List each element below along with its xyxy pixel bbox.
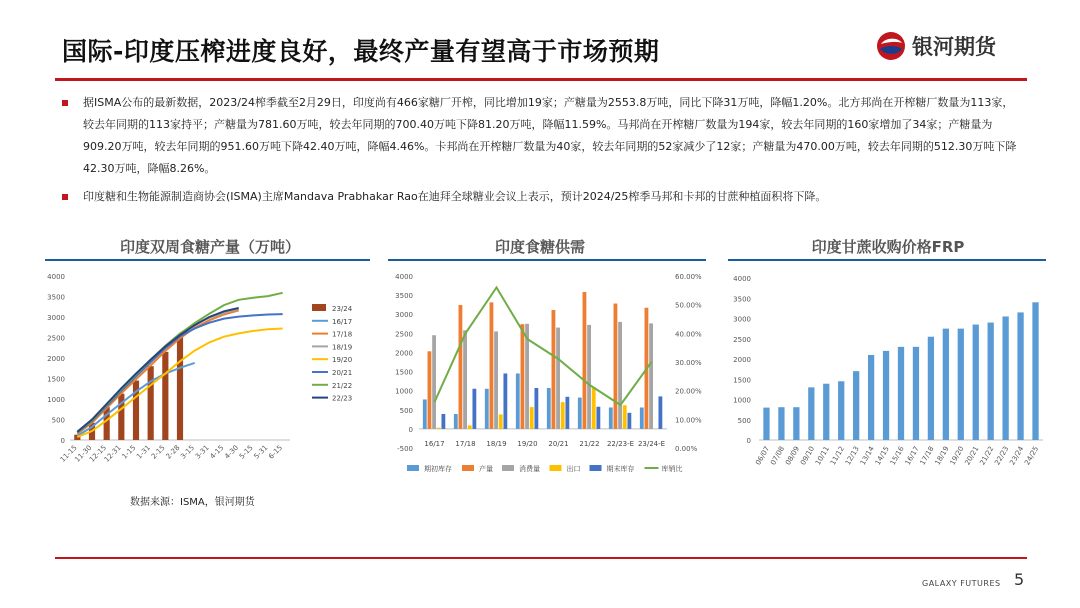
frp-bar [838, 381, 844, 440]
bar-消费量 [649, 323, 653, 428]
x-tick-label: 17/18 [455, 440, 476, 448]
legend-label: 出口 [566, 465, 581, 473]
frp-bar [868, 355, 874, 440]
x-tick-label: 24/25 [1023, 445, 1041, 467]
x-tick-label: 23/24 [1008, 445, 1026, 467]
bar-出口 [561, 402, 565, 429]
x-tick-label: 18/19 [486, 440, 507, 448]
bar-期末库存 [534, 388, 538, 429]
x-tick-label: 2-15 [149, 443, 167, 461]
chart-title-rule [388, 259, 706, 261]
bar-产量 [583, 292, 587, 429]
bullet-text: 据ISMA公布的最新数据，2023/24榨季截至2月29日，印度尚有466家糖厂开榨，同比增加19家；产糖量为2553.8万吨，同比下降31万吨，降幅1.20%。北方邦尚在开榨糖厂数量为113家，较去年同期的113家持平；产糖量为781.60万吨，较去年同期的700.40万吨下降81.20万吨，降幅11.59%。马邦尚在开榨糖厂数量为194家，较去年同期的160家增加了34家；产糖量为909.20万吨，较去年同期的951.60万吨下降42.40万吨，降幅4.46%。卡邦尚在开榨糖厂数量为40家，较去年同期的52家减少了12家；产糖量为470.00万吨，较去年同期的512.30万吨下降42.30万吨，降幅8.26%。 [83, 96, 1017, 175]
y-tick-label: 3500 [395, 292, 413, 301]
frp-bar [793, 407, 799, 440]
title-divider [55, 78, 1027, 81]
x-tick-label: 22/23-E [606, 440, 635, 448]
legend-label: 23/24 [332, 305, 353, 313]
legend-swatch [502, 465, 514, 471]
y-tick-label: 0 [746, 437, 751, 445]
x-tick-label: 11/12 [828, 445, 846, 467]
legend-label: 18/19 [332, 343, 353, 352]
bar-期末库存 [441, 414, 445, 429]
bar-产量 [552, 310, 556, 429]
y-tick-label: 2500 [47, 334, 65, 343]
y2-tick-label: 50.00% [675, 301, 702, 310]
legend-swatch [590, 465, 602, 471]
frp-bar [883, 351, 889, 440]
bar-23-24 [162, 352, 168, 440]
y-tick-label: 1500 [733, 376, 751, 385]
x-tick-label: 16/17 [424, 440, 445, 448]
x-tick-label: 22/23 [993, 445, 1011, 467]
x-tick-label: 1-15 [120, 443, 138, 461]
x-tick-label: 06/07 [754, 445, 772, 467]
bar-期末库存 [565, 397, 569, 429]
x-tick-label: 11-15 [58, 443, 79, 464]
legend-label: 16/17 [332, 317, 353, 326]
bar-期初库存 [547, 388, 551, 429]
frp-bar [1017, 312, 1023, 440]
bar-期末库存 [596, 407, 600, 429]
galaxy-logo-icon [876, 31, 906, 61]
y2-tick-label: 30.00% [675, 359, 702, 367]
page-number: 5 [1014, 570, 1025, 589]
y-tick-label: 2000 [733, 356, 751, 364]
x-tick-label: 10/11 [813, 445, 831, 467]
chart-title: 印度食糖供需 [494, 238, 585, 256]
x-tick-label: 18/19 [933, 445, 951, 467]
x-tick-label: 6-15 [267, 443, 285, 461]
bar-期初库存 [640, 407, 644, 428]
bar-出口 [468, 425, 472, 428]
bar-产量 [428, 351, 432, 429]
bar-期末库存 [472, 389, 476, 429]
bar-出口 [530, 407, 534, 429]
y-tick-label: 3000 [395, 311, 413, 320]
y-tick-label: 1000 [47, 396, 65, 404]
chart-title: 印度甘蔗收购价格FRP [811, 238, 965, 256]
bullet-square-icon [62, 100, 68, 106]
legend-swatch [312, 304, 326, 311]
x-tick-label: 23/24-E [637, 440, 666, 448]
frp-bar [778, 407, 784, 440]
bar-期初库存 [578, 398, 582, 429]
x-tick-label: 11-30 [73, 443, 94, 464]
y-tick-label: 1000 [395, 387, 413, 396]
bar-消费量 [463, 330, 467, 429]
y-tick-label: 4000 [47, 273, 65, 281]
y-tick-label: 1500 [395, 368, 413, 377]
y2-tick-label: 20.00% [675, 387, 702, 396]
bullet-item [62, 186, 1022, 208]
y-tick-label: 1500 [47, 375, 65, 384]
bar-期初库存 [516, 373, 520, 428]
bullet-square-icon [62, 194, 68, 200]
frp-bar [988, 323, 994, 440]
legend-label: 产量 [479, 465, 493, 473]
y-tick-label: 2500 [395, 330, 413, 339]
y2-tick-label: 60.00% [675, 273, 702, 281]
production-line-chart [40, 264, 375, 489]
bar-出口 [623, 405, 627, 429]
y-tick-label: 2000 [395, 349, 413, 358]
y-tick-label: -500 [397, 445, 413, 453]
logo-text: 银河期货 [912, 35, 996, 59]
x-tick-label: 2-28 [164, 443, 182, 461]
bar-出口 [592, 387, 596, 429]
frp-bar [973, 325, 979, 440]
source-note: 数据来源：ISMA，银河期货 [130, 497, 255, 508]
x-tick-label: 21/22 [978, 445, 996, 467]
bar-消费量 [587, 325, 591, 429]
frp-bar [928, 337, 934, 440]
y-tick-label: 2500 [733, 335, 751, 344]
legend-label: 19/20 [332, 356, 353, 365]
bar-出口 [437, 428, 441, 429]
legend-label: 期末库存 [606, 465, 635, 473]
bar-产量 [521, 324, 525, 429]
bar-期末库存 [627, 413, 631, 429]
frp-bar [1032, 302, 1038, 440]
legend-label: 期初库存 [424, 465, 452, 473]
y-tick-label: 4000 [395, 273, 413, 281]
y2-tick-label: 10.00% [675, 416, 702, 425]
y-tick-label: 0 [408, 425, 413, 434]
x-tick-label: 20/21 [548, 440, 569, 448]
bar-产量 [490, 302, 494, 429]
x-tick-label: 5-15 [237, 443, 255, 461]
legend-label: 17/18 [332, 330, 353, 339]
x-tick-label: 09/10 [799, 445, 817, 467]
bar-23-24 [148, 366, 154, 440]
legend-label: 21/22 [332, 381, 353, 390]
legend-label: 消费量 [519, 465, 540, 473]
legend-label: 20/21 [332, 369, 353, 377]
legend-label: 库销比 [661, 465, 683, 473]
bar-期初库存 [609, 407, 613, 428]
bullet-text: 印度糖和生物能源制造商协会(ISMA)主席Mandava Prabhakar Rao在迪拜全球糖业会议上表示，预计2024/25榨季马邦和卡邦的甘蔗种植面积将下降。 [83, 190, 827, 203]
x-tick-label: 1-31 [135, 443, 153, 461]
supply-demand-chart [385, 264, 710, 479]
x-tick-label: 4-30 [223, 443, 241, 461]
y-tick-label: 3000 [733, 315, 751, 324]
bar-消费量 [618, 322, 622, 429]
frp-bar [808, 387, 814, 440]
chart-title-rule [45, 259, 370, 261]
y-tick-label: 3000 [47, 314, 65, 322]
x-tick-label: 4-15 [208, 443, 226, 461]
x-tick-label: 12/13 [843, 445, 861, 467]
x-tick-label: 3-31 [193, 443, 211, 461]
x-tick-label: 5-31 [252, 443, 270, 461]
bar-产量 [614, 304, 618, 429]
frp-bar [958, 329, 964, 440]
frp-bar-chart [725, 264, 1050, 479]
x-tick-label: 14/15 [873, 445, 891, 467]
x-tick-label: 13/14 [858, 445, 876, 467]
y-tick-label: 500 [399, 406, 413, 415]
y2-tick-label: 0.00% [675, 445, 698, 453]
frp-bar [763, 408, 769, 440]
chart-title-rule [728, 259, 1046, 261]
x-tick-label: 21/22 [579, 440, 600, 448]
x-tick-label: 17/18 [918, 445, 936, 467]
y-tick-label: 500 [737, 416, 751, 425]
bar-出口 [499, 414, 503, 429]
bar-期初库存 [423, 399, 427, 428]
legend-swatch [550, 465, 562, 471]
x-tick-label: 15/16 [888, 445, 906, 467]
x-tick-label: 20/21 [963, 445, 981, 467]
x-tick-label: 3-15 [179, 443, 197, 461]
bar-消费量 [494, 331, 498, 428]
bar-消费量 [556, 328, 560, 429]
series-line-17-18 [77, 310, 238, 433]
footer-brand: GALAXY FUTURES [922, 579, 1001, 588]
footer-divider [55, 557, 1027, 559]
y-tick-label: 500 [51, 416, 65, 425]
frp-bar [943, 329, 949, 440]
frp-bar [898, 347, 904, 440]
frp-bar [1002, 316, 1008, 440]
frp-bar [823, 384, 829, 440]
legend-label: 22/23 [332, 394, 353, 403]
bar-期初库存 [454, 414, 458, 429]
y-tick-label: 0 [60, 437, 65, 445]
logo [876, 28, 1036, 64]
page-title: 国际-印度压榨进度良好，最终产量有望高于市场预期 [62, 37, 660, 66]
bar-期初库存 [485, 389, 489, 429]
y-tick-label: 1000 [733, 396, 751, 405]
y-tick-label: 3500 [733, 295, 751, 304]
bar-产量 [459, 305, 463, 429]
chart-title: 印度双周食糖产量（万吨） [119, 238, 300, 256]
y-tick-label: 4000 [733, 275, 751, 283]
frp-bar [853, 371, 859, 440]
legend-swatch [462, 465, 474, 471]
x-tick-label: 19/20 [517, 440, 538, 448]
bullet-item [62, 92, 1022, 180]
y-tick-label: 2000 [47, 355, 65, 363]
x-tick-label: 07/08 [769, 445, 787, 467]
x-tick-label: 19/20 [948, 445, 966, 467]
bar-期末库存 [503, 373, 507, 428]
x-tick-label: 12-15 [88, 443, 109, 464]
x-tick-label: 16/17 [903, 445, 921, 467]
x-tick-label: 08/09 [784, 445, 802, 467]
x-tick-label: 12-31 [102, 443, 123, 464]
bar-消费量 [432, 335, 436, 429]
y2-tick-label: 40.00% [675, 330, 702, 339]
frp-bar [913, 347, 919, 440]
bar-期末库存 [658, 396, 662, 428]
y-tick-label: 3500 [47, 293, 65, 302]
bar-23-24 [177, 335, 183, 440]
legend-swatch [407, 465, 419, 471]
